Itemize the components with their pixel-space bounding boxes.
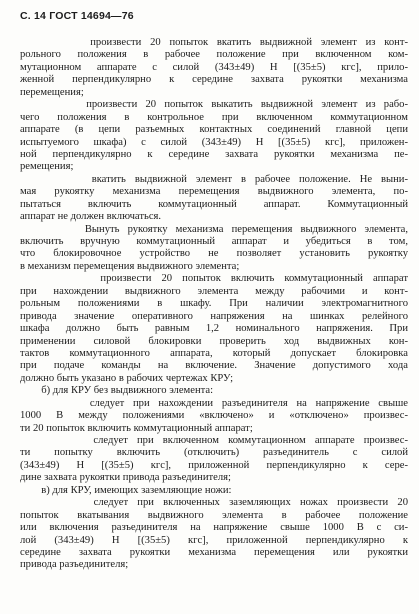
text-line: ти попытку включить (отключить) разъединитель с силой	[20, 447, 408, 459]
text-line: включить вручную коммутационный аппарат и убедиться в том,	[20, 236, 408, 247]
text-line: вкатить выдвижной элемент в рабочее положение. Не выни-	[20, 173, 408, 185]
text-line: (343±49) Н [(35±5) кгс], приложенной перпендикулярно к сере-	[20, 459, 408, 471]
text-line: при нахождении выдвижного элемента между рабочими и конт-	[20, 285, 408, 297]
text-line: следует при включенном коммутационном аппарате произвес-	[20, 435, 408, 446]
text-line: ной перпендикулярно к середине захвата рукоятки механизма пе-	[20, 148, 408, 160]
text-line: в) для КРУ, имеющих заземляющие ножи:	[20, 484, 232, 496]
text-line: перемещения;	[20, 86, 84, 98]
text-line: аппарат не должен включаться.	[20, 211, 162, 223]
text-line: 1000 В между положениями «включено» и «отключено» произвес-	[20, 410, 408, 422]
text-line: пытаться включить коммутационный аппарат. Коммутационный	[20, 198, 408, 210]
text-line: испытуемого шкафа) с силой (343±49) Н [(35±5) кгс], приложен-	[20, 136, 408, 148]
text-line: произвести 20 попыток включить коммутационный аппарат	[20, 273, 408, 285]
text-line: б) для КРУ без выдвижного элемента:	[20, 385, 214, 397]
text-line: чего положения в контрольное при включенном коммутационном	[20, 111, 408, 123]
text-line: мая рукоятку механизма перемещения выдвижного элемента, по-	[20, 186, 408, 198]
document-body	[20, 37, 408, 572]
text-line: женной перпендикулярно к середине захвата рукоятки механизма	[20, 74, 408, 86]
text-line: следует при нахождении разъединителя на напряжение свыше	[20, 397, 408, 409]
text-line: применении силовой блокировки проверить ход выдвижных кон-	[20, 335, 408, 347]
text-line: при подаче команды на включение. Значение допустимого хода	[20, 360, 408, 372]
page-header: С. 14 ГОСТ 14694—76	[20, 10, 134, 22]
text-line: или включения разъединителя на напряжение свыше 1000 В с си-	[20, 522, 408, 534]
text-line: лой (343±49) Н [(35±5) кгс], приложенной перпендикулярно к	[20, 534, 408, 546]
text-line: середине захвата рукоятки механизма перемещения или рукоятки	[20, 546, 408, 558]
text-line: привода значение оперативного напряжения на шинках релейного	[20, 310, 408, 322]
text-line: произвести 20 попыток выкатить выдвижной элемент из рабо-	[20, 99, 408, 111]
text-line: привода разъединителя;	[20, 559, 129, 571]
text-line: попыток вкатывания выдвижного элемента в рабочее положение	[20, 509, 408, 521]
text-line: ремещения;	[20, 161, 74, 173]
text-line: мутационном аппарате с силой (343±49) Н [(35±5) кгс], прило-	[20, 61, 408, 73]
text-line: рольным положениями в шкафу. При наличии электромагнитного	[20, 298, 408, 310]
text-line: рольного положения в рабочее положение при включенном ком-	[20, 49, 408, 61]
text-line: должно быть указано в рабочих чертежах КРУ;	[20, 372, 234, 384]
text-line: аппарате (в цепи разъемных контактных соединений главной цепи	[20, 124, 408, 136]
text-line: шкафа должно быть равным 1,2 номинального напряжения. При	[20, 323, 408, 335]
text-line: следует при включенных заземляющих ножах произвести 20	[20, 497, 408, 509]
text-line: ти 20 попыток включить коммутационный аппарат;	[20, 422, 253, 434]
text-line: в механизм перемещения выдвижного элемента;	[20, 260, 240, 272]
text-line: произвести 20 попыток вкатить выдвижной элемент из конт-	[20, 37, 408, 48]
text-line: тактов коммутационного аппарата, который допускает блокировка	[20, 347, 408, 359]
text-line: дине захвата рукоятки привода разъединителя;	[20, 472, 231, 484]
text-line: Вынуть рукоятку механизма перемещения выдвижного элемента,	[20, 223, 408, 235]
text-line: что блокировочное устройство не позволяет установить рукоятку	[20, 248, 408, 260]
